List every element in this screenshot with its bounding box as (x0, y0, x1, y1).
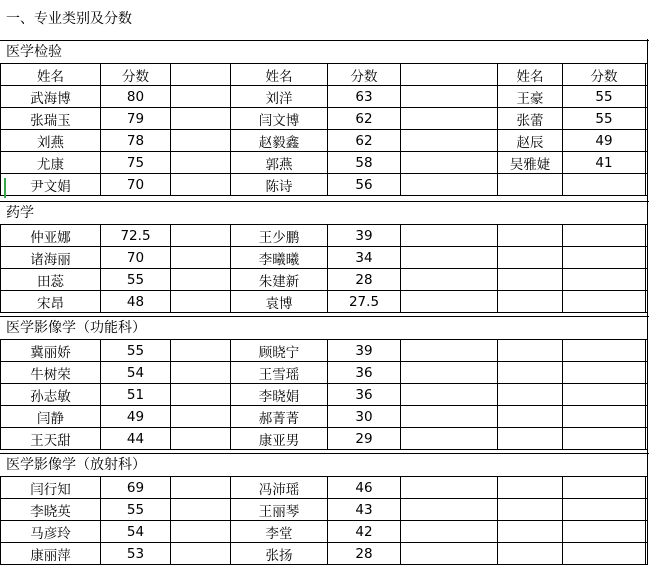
table-cell[interactable] (401, 291, 498, 313)
section-imaging-function (0, 316, 649, 450)
table-cell[interactable] (171, 130, 231, 152)
table-cell[interactable]: 34 (328, 247, 401, 269)
table-cell[interactable] (171, 108, 231, 130)
table-cell[interactable] (401, 174, 498, 196)
table-cell[interactable] (646, 225, 648, 247)
table-cell[interactable] (563, 340, 646, 362)
table-cell[interactable]: 54 (101, 521, 171, 543)
table-row (1, 362, 648, 384)
table-cell[interactable]: 尤康 (1, 152, 101, 174)
table-cell[interactable]: 55 (101, 499, 171, 521)
table-cell[interactable]: 41 (563, 152, 646, 174)
score-table (0, 476, 648, 565)
table-cell[interactable]: 王少鹏 (231, 225, 328, 247)
table-cell[interactable]: 63 (328, 86, 401, 108)
table-cell[interactable] (401, 428, 498, 450)
table-cell[interactable]: 27.5 (328, 291, 401, 313)
table-cell[interactable]: 康丽萍 (1, 543, 101, 565)
table-cell[interactable] (498, 291, 563, 313)
table-cell[interactable]: 39 (328, 225, 401, 247)
table-cell[interactable]: 55 (101, 340, 171, 362)
table-cell[interactable]: 宋昂 (1, 291, 101, 313)
table-cell[interactable]: 44 (101, 428, 171, 450)
table-cell[interactable]: 49 (101, 406, 171, 428)
table-cell[interactable] (498, 225, 563, 247)
table-row (1, 477, 648, 499)
table-cell[interactable]: 80 (101, 86, 171, 108)
header-cell[interactable]: 姓名 (1, 64, 101, 86)
table-cell[interactable]: 46 (328, 477, 401, 499)
table-cell[interactable]: 冀丽娇 (1, 340, 101, 362)
table-cell[interactable] (646, 269, 648, 291)
table-cell[interactable] (171, 406, 231, 428)
table-row (1, 86, 648, 108)
table-cell[interactable] (171, 225, 231, 247)
table-cell[interactable] (171, 269, 231, 291)
page-title: 一、专业类别及分数 (6, 11, 132, 27)
table-cell[interactable]: 43 (328, 499, 401, 521)
table-cell[interactable] (563, 406, 646, 428)
table-cell[interactable]: 李晓英 (1, 499, 101, 521)
table-cell[interactable]: 72.5 (101, 225, 171, 247)
header-cell[interactable]: 姓名 (498, 64, 563, 86)
table-cell[interactable]: 29 (328, 428, 401, 450)
table-row (1, 340, 648, 362)
table-row (1, 543, 648, 565)
section-title: 医学影像学（功能科） (0, 316, 649, 339)
table-cell[interactable]: 56 (328, 174, 401, 196)
table-cell[interactable]: 顾晓宁 (231, 340, 328, 362)
table-cell[interactable]: 55 (563, 86, 646, 108)
table-cell[interactable] (401, 362, 498, 384)
table-cell[interactable] (171, 362, 231, 384)
table-cell[interactable] (646, 247, 648, 269)
table-cell[interactable] (563, 247, 646, 269)
table-row (1, 247, 648, 269)
table-cell[interactable] (646, 477, 648, 499)
table-cell[interactable] (401, 340, 498, 362)
table-cell[interactable] (171, 477, 231, 499)
table-cell[interactable] (401, 108, 498, 130)
header-cell[interactable]: 分数 (563, 64, 646, 86)
table-cell[interactable] (401, 384, 498, 406)
table-cell[interactable] (563, 477, 646, 499)
table-cell[interactable]: 闫行知 (1, 477, 101, 499)
table-cell[interactable] (563, 384, 646, 406)
table-cell[interactable] (498, 499, 563, 521)
table-cell[interactable] (498, 269, 563, 291)
table-cell[interactable] (563, 499, 646, 521)
table-cell[interactable]: 王雪瑶 (231, 362, 328, 384)
table-cell[interactable]: 51 (101, 384, 171, 406)
table-cell[interactable] (646, 543, 648, 565)
table-cell[interactable] (401, 86, 498, 108)
table-cell[interactable]: 王天甜 (1, 428, 101, 450)
table-cell[interactable]: 70 (101, 247, 171, 269)
table-cell[interactable]: 张扬 (231, 543, 328, 565)
header-cell[interactable]: 分数 (328, 64, 401, 86)
table-cell[interactable] (646, 86, 648, 108)
table-header-row (1, 64, 648, 86)
table-cell[interactable]: 闫文博 (231, 108, 328, 130)
table-cell[interactable] (646, 521, 648, 543)
table-row (1, 521, 648, 543)
table-cell[interactable] (171, 291, 231, 313)
section-lab (0, 40, 649, 196)
table-cell[interactable] (563, 269, 646, 291)
table-cell[interactable] (563, 362, 646, 384)
table-cell[interactable]: 42 (328, 521, 401, 543)
table-cell[interactable] (646, 152, 648, 174)
table-cell[interactable]: 马彦玲 (1, 521, 101, 543)
table-cell[interactable] (563, 225, 646, 247)
score-table (0, 224, 648, 313)
table-cell[interactable]: 郭燕 (231, 152, 328, 174)
table-cell[interactable]: 70 (101, 174, 171, 196)
table-cell[interactable] (401, 521, 498, 543)
header-cell[interactable] (401, 64, 498, 86)
table-cell[interactable]: 朱建新 (231, 269, 328, 291)
table-cell[interactable] (401, 499, 498, 521)
table-cell[interactable] (401, 477, 498, 499)
selected-cell-marker (4, 178, 6, 198)
table-row (1, 499, 648, 521)
table-cell[interactable] (646, 340, 648, 362)
table-cell[interactable]: 李曦曦 (231, 247, 328, 269)
table-cell[interactable]: 张蕾 (498, 108, 563, 130)
table-cell[interactable]: 62 (328, 130, 401, 152)
table-cell[interactable] (498, 384, 563, 406)
table-cell[interactable] (498, 477, 563, 499)
table-cell[interactable] (171, 340, 231, 362)
table-cell[interactable] (646, 384, 648, 406)
section-imaging-radiology (0, 453, 649, 565)
table-row (1, 225, 648, 247)
table-cell[interactable]: 30 (328, 406, 401, 428)
table-cell[interactable]: 53 (101, 543, 171, 565)
table-cell[interactable] (498, 428, 563, 450)
table-cell[interactable] (401, 152, 498, 174)
table-cell[interactable] (401, 543, 498, 565)
header-cell[interactable]: 姓名 (231, 64, 328, 86)
table-cell[interactable]: 赵辰 (498, 130, 563, 152)
table-cell[interactable] (498, 406, 563, 428)
table-cell[interactable] (563, 428, 646, 450)
table-cell[interactable]: 张瑞玉 (1, 108, 101, 130)
table-row (1, 384, 648, 406)
table-cell[interactable]: 69 (101, 477, 171, 499)
table-cell[interactable]: 39 (328, 340, 401, 362)
table-cell[interactable]: 36 (328, 362, 401, 384)
table-cell[interactable] (171, 499, 231, 521)
table-row (1, 291, 648, 313)
table-cell[interactable]: 李晓娟 (231, 384, 328, 406)
table-cell[interactable] (401, 247, 498, 269)
table-cell[interactable] (498, 340, 563, 362)
table-cell[interactable] (646, 130, 648, 152)
table-cell[interactable] (646, 362, 648, 384)
header-cell[interactable] (646, 64, 648, 86)
table-cell[interactable]: 78 (101, 130, 171, 152)
table-row (1, 108, 648, 130)
table-cell[interactable]: 田蕊 (1, 269, 101, 291)
table-cell[interactable]: 28 (328, 543, 401, 565)
table-cell[interactable] (646, 174, 648, 196)
section-title: 医学影像学（放射科） (0, 453, 649, 476)
section-title: 医学检验 (0, 40, 649, 63)
table-cell[interactable]: 36 (328, 384, 401, 406)
table-cell[interactable] (171, 247, 231, 269)
table-cell[interactable]: 刘洋 (231, 86, 328, 108)
table-cell[interactable] (171, 428, 231, 450)
table-cell[interactable] (498, 521, 563, 543)
table-cell[interactable]: 郝菁菁 (231, 406, 328, 428)
table-cell[interactable] (498, 174, 563, 196)
table-cell[interactable]: 吴雅婕 (498, 152, 563, 174)
table-cell[interactable] (401, 225, 498, 247)
section-title: 药学 (0, 201, 649, 224)
table-cell[interactable] (171, 152, 231, 174)
table-cell[interactable] (646, 406, 648, 428)
table-cell[interactable] (646, 108, 648, 130)
table-cell[interactable] (646, 428, 648, 450)
table-cell[interactable]: 刘燕 (1, 130, 101, 152)
table-cell[interactable] (563, 291, 646, 313)
table-cell[interactable] (498, 362, 563, 384)
table-cell[interactable] (563, 521, 646, 543)
table-cell[interactable]: 尹文娟 (1, 174, 101, 196)
table-cell[interactable] (563, 174, 646, 196)
table-cell[interactable]: 55 (101, 269, 171, 291)
table-row (1, 174, 648, 196)
table-cell[interactable] (498, 543, 563, 565)
table-cell[interactable]: 赵毅鑫 (231, 130, 328, 152)
table-cell[interactable]: 王丽琴 (231, 499, 328, 521)
table-cell[interactable]: 79 (101, 108, 171, 130)
table-cell[interactable] (171, 543, 231, 565)
table-cell[interactable] (646, 291, 648, 313)
table-cell[interactable] (563, 543, 646, 565)
table-cell[interactable]: 49 (563, 130, 646, 152)
table-cell[interactable]: 54 (101, 362, 171, 384)
table-cell[interactable] (171, 384, 231, 406)
table-cell[interactable]: 75 (101, 152, 171, 174)
table-cell[interactable]: 28 (328, 269, 401, 291)
table-row (1, 428, 648, 450)
table-cell[interactable]: 武海博 (1, 86, 101, 108)
table-cell[interactable]: 李堂 (231, 521, 328, 543)
table-cell[interactable] (171, 86, 231, 108)
table-cell[interactable]: 55 (563, 108, 646, 130)
table-cell[interactable]: 王豪 (498, 86, 563, 108)
table-cell[interactable]: 48 (101, 291, 171, 313)
table-cell[interactable]: 62 (328, 108, 401, 130)
table-row (1, 269, 648, 291)
table-cell[interactable] (401, 269, 498, 291)
table-cell[interactable]: 孙志敏 (1, 384, 101, 406)
table-cell[interactable] (401, 406, 498, 428)
table-cell[interactable]: 袁博 (231, 291, 328, 313)
table-row (1, 406, 648, 428)
header-cell[interactable] (171, 64, 231, 86)
table-row (1, 130, 648, 152)
table-cell[interactable]: 仲亚娜 (1, 225, 101, 247)
table-cell[interactable]: 闫静 (1, 406, 101, 428)
table-cell[interactable]: 冯沛瑶 (231, 477, 328, 499)
score-table (0, 339, 648, 450)
table-cell[interactable]: 牛树荣 (1, 362, 101, 384)
table-cell[interactable] (646, 499, 648, 521)
table-cell[interactable]: 诸海丽 (1, 247, 101, 269)
table-cell[interactable]: 康亚男 (231, 428, 328, 450)
table-cell[interactable]: 陈诗 (231, 174, 328, 196)
table-cell[interactable]: 58 (328, 152, 401, 174)
score-table (0, 63, 648, 196)
section-pharmacy (0, 201, 649, 313)
table-cell[interactable] (498, 247, 563, 269)
table-cell[interactable] (401, 130, 498, 152)
table-cell[interactable] (171, 521, 231, 543)
table-row (1, 152, 648, 174)
header-cell[interactable]: 分数 (101, 64, 171, 86)
table-cell[interactable] (171, 174, 231, 196)
